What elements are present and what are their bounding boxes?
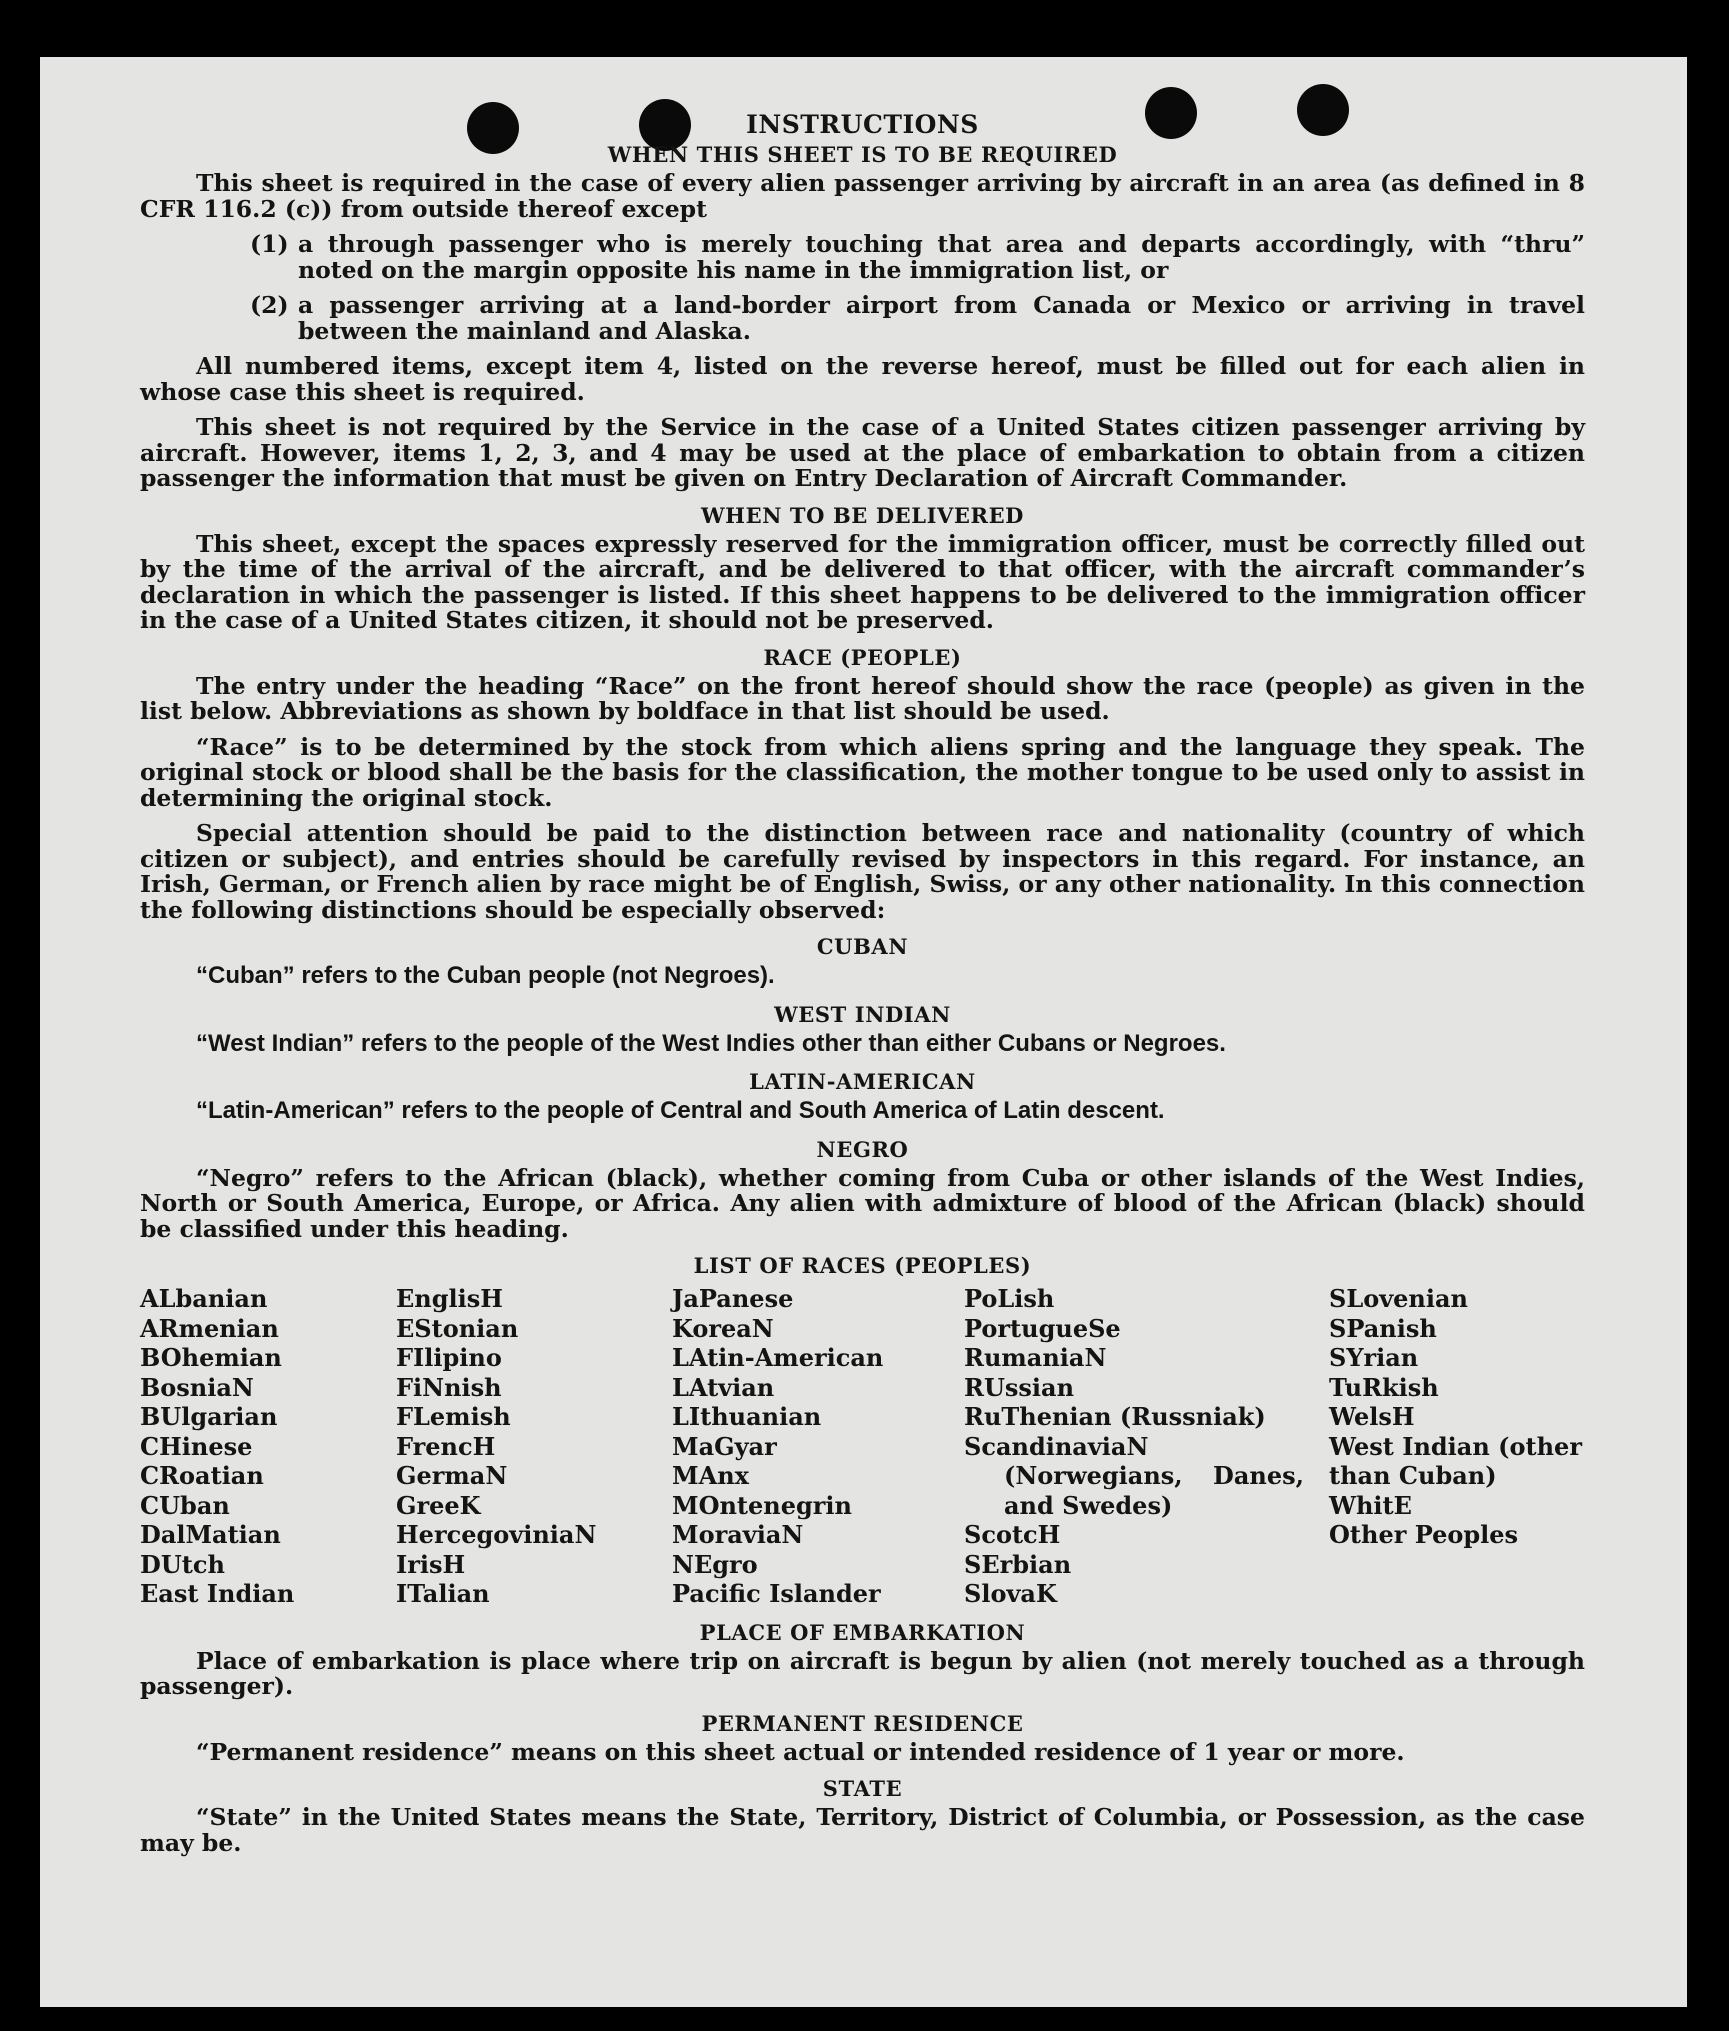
race-entry: ScotcH [964,1520,1061,1549]
race-entry: BOhemian [140,1343,282,1372]
race-entry: East Indian [140,1579,295,1608]
residence-paragraph: “Permanent residence” means on this sheet actual or intended residence of 1 year or more. [196,1737,1405,1766]
race-entry: CHinese [140,1431,253,1461]
race-entry: MAnx [672,1461,749,1490]
race-entry: ITalian [396,1579,490,1608]
delivered-paragraph: This sheet, except the spaces expressly reserved for the immigration officer, must be correctly filled out by the time of the arrival of the aircraft, and be delivered to that officer, with the aircraft commander’s declaration in which the passenger is listed. If this sheet happens to be delivered to the immigration officer in the case of a United States citizen, it should not be preserved. [140,529,1585,634]
definition-text: “West Indian” refers to the people of the West Indies other than either Cubans or Negroes. [196,1029,1226,1057]
race-entry: LAtin-American [672,1343,884,1372]
races-column [672,1284,964,1609]
exception-item [250,293,1585,344]
race-entry: SlovaK [964,1579,1057,1608]
section-heading: WEST INDIAN [774,1001,951,1027]
races-column [140,1284,396,1609]
race-entry: SLovenian [1329,1284,1468,1313]
race-entry: CRoatian [140,1461,264,1490]
race-entry: RumaniaN [964,1343,1107,1372]
race-entry: SPanish [1329,1313,1437,1343]
race-entry: WelsH [1329,1402,1415,1431]
race-paragraph: “Race” is to be determined by the stock from which aliens spring and the language they speak. The original stock or blood shall be the basis for the classification, the mother tongue to be used only to assist in determining the original stock. [140,732,1585,812]
race-entry: FIlipino [396,1343,502,1372]
item-number: (2) [250,291,289,319]
embarkation-paragraph: Place of embarkation is place where trip on aircraft is begun by alien (not merely touched as a through passenger). [140,1646,1585,1700]
item-text: a through passenger who is merely touching that area and departs accordingly, with “thru” noted on the margin opposite his name in the immigration list, or [298,230,1585,284]
section-heading: NEGRO [816,1136,909,1162]
race-entry: IrisH [396,1549,466,1579]
item-number: (1) [250,230,289,258]
section-heading: STATE [822,1776,903,1801]
race-paragraph: The entry under the heading “Race” on the front hereof should show the race (people) as given in the list below. Abbreviations as shown by boldface in that list should be used. [140,671,1585,725]
negro-paragraph: “Negro” refers to the African (black), whether coming from Cuba or other islands of the West Indies, North or South America, Europe, or Africa. Any alien with admixture of blood of the African (black) should be classified under this heading. [140,1163,1585,1243]
races-list [140,1284,1585,1609]
race-entry: West Indian (other than Cuban) [1329,1431,1582,1490]
race-entry: JaPanese [672,1284,794,1313]
section-heading: WHEN TO BE DELIVERED [700,502,1024,528]
citizen-paragraph: This sheet is not required by the Service in the case of a United States citizen passenger arriving by aircraft. However, items 1, 2, 3, and 4 may be used at the place of embarkation to obtain from a citizen passenger the information that must be given on Entry Declaration of Aircraft Commander. [140,413,1585,492]
race-entry: DUtch [140,1549,225,1579]
race-entry: BUlgarian [140,1402,278,1431]
section-heading: RACE (PEOPLE) [763,644,962,670]
numbered-items-paragraph: All numbered items, except item 4, listed on the reverse hereof, must be filled out for each alien in whose case this sheet is required. [140,352,1585,406]
definition-text: “Latin-American” refers to the people of Central and South America of Latin descent. [196,1097,1165,1124]
race-entry: MoraviaN [672,1520,804,1549]
exception-item [250,232,1585,283]
races-column [1329,1284,1585,1609]
race-entry: RuThenian (Russniak) [964,1402,1266,1431]
race-paragraph: Special attention should be paid to the distinction between race and nationality (country of which citizen or subject), and entries should be carefully revised by inspectors in this regard. For instance, an Irish, German, or French alien by race might be of English, Swiss, or any other nationality. In this connection the following distinctions should be especially observed: [140,819,1585,924]
section-heading: CUBAN [816,934,909,959]
race-entry: DalMatian [140,1520,281,1549]
race-entry: Pacific Islander [672,1579,881,1608]
race-entry: RUssian [964,1372,1075,1402]
required-intro: This sheet is required in the case of every alien passenger arriving by aircraft in an area (as defined in 8 CFR 116.2 (c)) from outside thereof except [140,169,1585,223]
race-entry: SYrian [1329,1343,1419,1372]
race-entry: GermaN [396,1461,508,1490]
race-entry: NEgro [672,1549,758,1579]
race-entry: FrencH [396,1431,496,1461]
section-heading: PLACE OF EMBARKATION [699,1619,1026,1645]
race-entry: KoreaN [672,1313,774,1343]
race-entry: MOntenegrin [672,1490,852,1520]
document-page [40,57,1687,2007]
race-entry: ScandinaviaN (Norwegians, Danes, and Swedes) [964,1431,1304,1520]
race-entry: CUban [140,1490,230,1520]
race-entry: FLemish [396,1402,511,1431]
section-heading: LATIN-AMERICAN [749,1069,976,1094]
race-entry: ALbanian [140,1284,268,1313]
race-entry: Other Peoples [1329,1520,1519,1549]
race-entry: SErbian [964,1549,1072,1579]
race-entry: GreeK [396,1490,481,1520]
race-entry: WhitE [1329,1490,1412,1520]
section-heading: LIST OF RACES (PEOPLES) [693,1253,1032,1278]
item-text: a passenger arriving at a land-border airport from Canada or Mexico or arriving in travel between the mainland and Alaska. [298,291,1585,345]
race-entry: PortugueSe [964,1313,1121,1343]
races-column [964,1284,1329,1609]
race-entry: ARmenian [140,1313,279,1343]
state-paragraph: “State” in the United States means the State, Territory, District of Columbia, or Possession, as the case may be. [140,1803,1585,1857]
instructions-content [140,109,1585,1866]
race-entry: EStonian [396,1313,519,1343]
race-entry: TuRkish [1329,1372,1439,1402]
section-heading: WHEN THIS SHEET IS TO BE REQUIRED [607,142,1118,167]
definition-text: “Cuban” refers to the Cuban people (not Negroes). [196,962,775,989]
race-entry: LAtvian [672,1372,775,1402]
race-entry: MaGyar [672,1431,777,1461]
race-entry: PoLish [964,1284,1055,1313]
race-entry: HercegoviniaN [396,1520,597,1549]
race-entry: EnglisH [396,1284,503,1313]
race-entry: BosniaN [140,1372,254,1402]
section-heading: PERMANENT RESIDENCE [701,1710,1024,1736]
race-entry: LIthuanian [672,1402,822,1431]
page-title: INSTRUCTIONS [746,110,979,139]
races-column [396,1284,672,1609]
race-entry: FiNnish [396,1372,502,1402]
